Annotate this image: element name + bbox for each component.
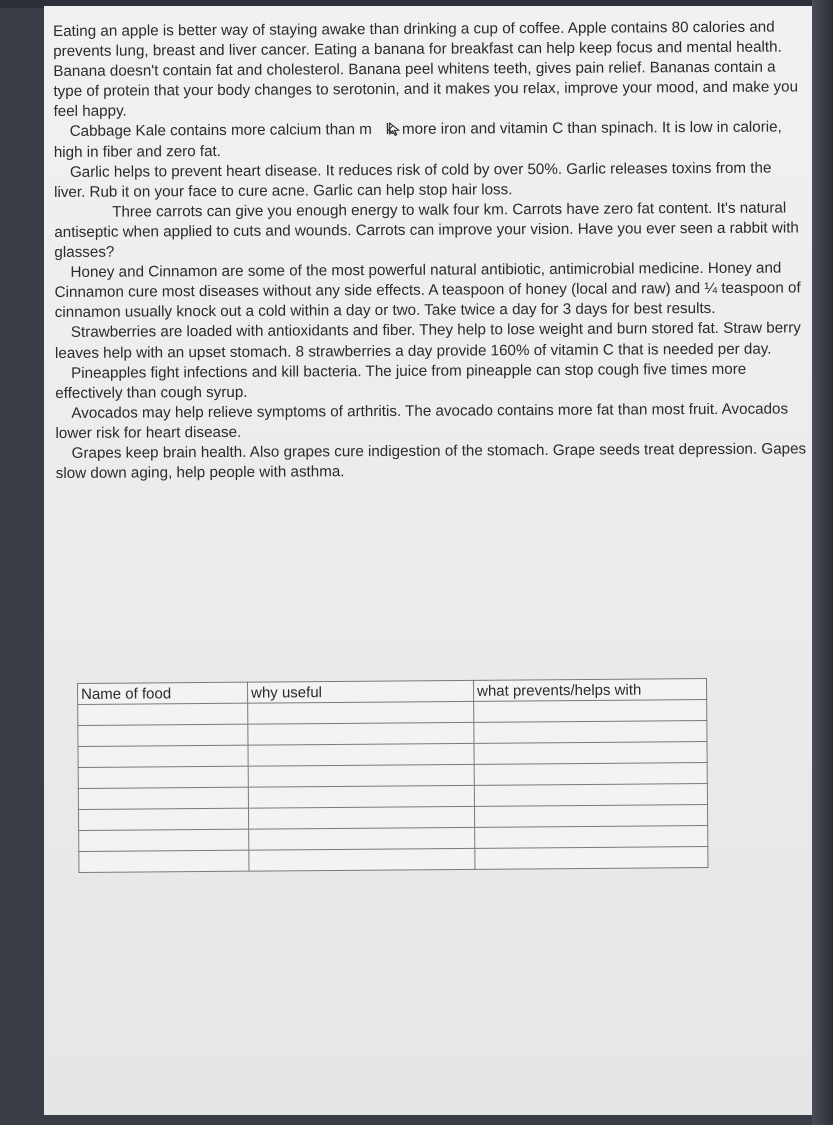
table-cell [248,806,474,829]
table-cell [78,703,248,725]
table-cell [475,847,708,870]
table-cell [248,743,474,766]
table-cell [78,724,248,746]
backdrop-right [812,0,833,1125]
table-cell [78,808,248,830]
paragraph-honey: Honey and Cinnamon are some of the most powerful natural antibiotic, antimicrobial medicine. Honey and Cinnamon cure most diseases without any side effects. A teaspoon of honey (local and raw) and ¼ teaspoon of cinnamon usually knock out a cold within a day or two. Take twice a day for 3 days for best results. [54,259,801,322]
table-cell [474,742,707,765]
paragraph-cabbage-part2: k, more iron and vitamin C than spinach. It is low in calorie, high in fiber and zero fat. [53,119,782,161]
table-cell [474,700,707,723]
paragraph-apple-banana: Eating an apple is better way of staying awake than drinking a cup of coffee. Apple contains 80 calories and prevents lung, breast and liver cancer. Eating a banana for breakfast can help keep focus and mental health. Banana doesn't contain fat and cholesterol. Banana peel whitens teeth, gives pain relief. Bananas contain a type of protein that your body changes to serotonin, and it makes you relax, improve your mood, and make you feel happy. [53,18,799,121]
table-cell [474,784,707,807]
paragraph-cabbage-part1: Cabbage Kale contains more calcium than m [69,121,372,141]
worksheet-page [44,6,812,1115]
paragraph-garlic: Garlic helps to prevent heart disease. It reduces risk of cold by over 50%. Garlic releases toxins from the liver. Rub it on your face to cure acne. Garlic can help stop hair loss. [53,159,772,201]
table-cell [474,805,707,828]
table-cell [249,848,475,871]
table-cell [248,722,474,745]
table-cell [475,826,708,849]
header-what-prevents: what prevents/helps with [473,679,706,702]
table-cell [78,787,248,809]
paragraph-strawberries: Strawberries are loaded with antioxidants and fiber. They help to lose weight and burn stored fat. Straw berry leaves help with an upset stomach. 8 strawberries a day provide 160% of vitamin C that is needed per day. [54,319,801,362]
table-body [78,700,708,873]
table-cell [78,745,248,767]
paragraph-pineapples: Pineapples fight infections and kill bacteria. The juice from pineapple can stop cough five times more effectively than cough syrup. [55,360,747,402]
header-name-of-food: Name of food [78,682,248,704]
table-cell [474,721,707,744]
paragraph-carrots: Three carrots can give you enough energy to walk four km. Carrots have zero fat content. It's natural antiseptic when applied to cuts and wounds. Carrots can improve your vision. Have you ever seen a rabbit with glasses? [54,199,799,262]
paragraph-avocados: Avocados may help relieve symptoms of arthritis. The avocado contains more fat than most fruit. Avocados lower risk for heart disease. [55,400,789,442]
paragraph-cabbage [54,118,806,163]
paragraph-grapes: Grapes keep brain health. Also grapes cure indigestion of the stomach. Grape seeds treat depression. Gapes slow down aging, help people with asthma. [55,440,807,483]
mouse-cursor-icon [373,122,385,136]
table-row [79,847,708,873]
header-why-useful: why useful [247,680,473,703]
table-cell [248,764,474,787]
table-cell [248,785,474,808]
table-cell [78,766,248,788]
reading-text [53,17,808,484]
table-cell [79,850,249,872]
table-cell [79,829,249,851]
table-cell [474,763,707,786]
table-cell [249,827,475,850]
table-cell [248,701,474,724]
food-table [77,678,708,873]
